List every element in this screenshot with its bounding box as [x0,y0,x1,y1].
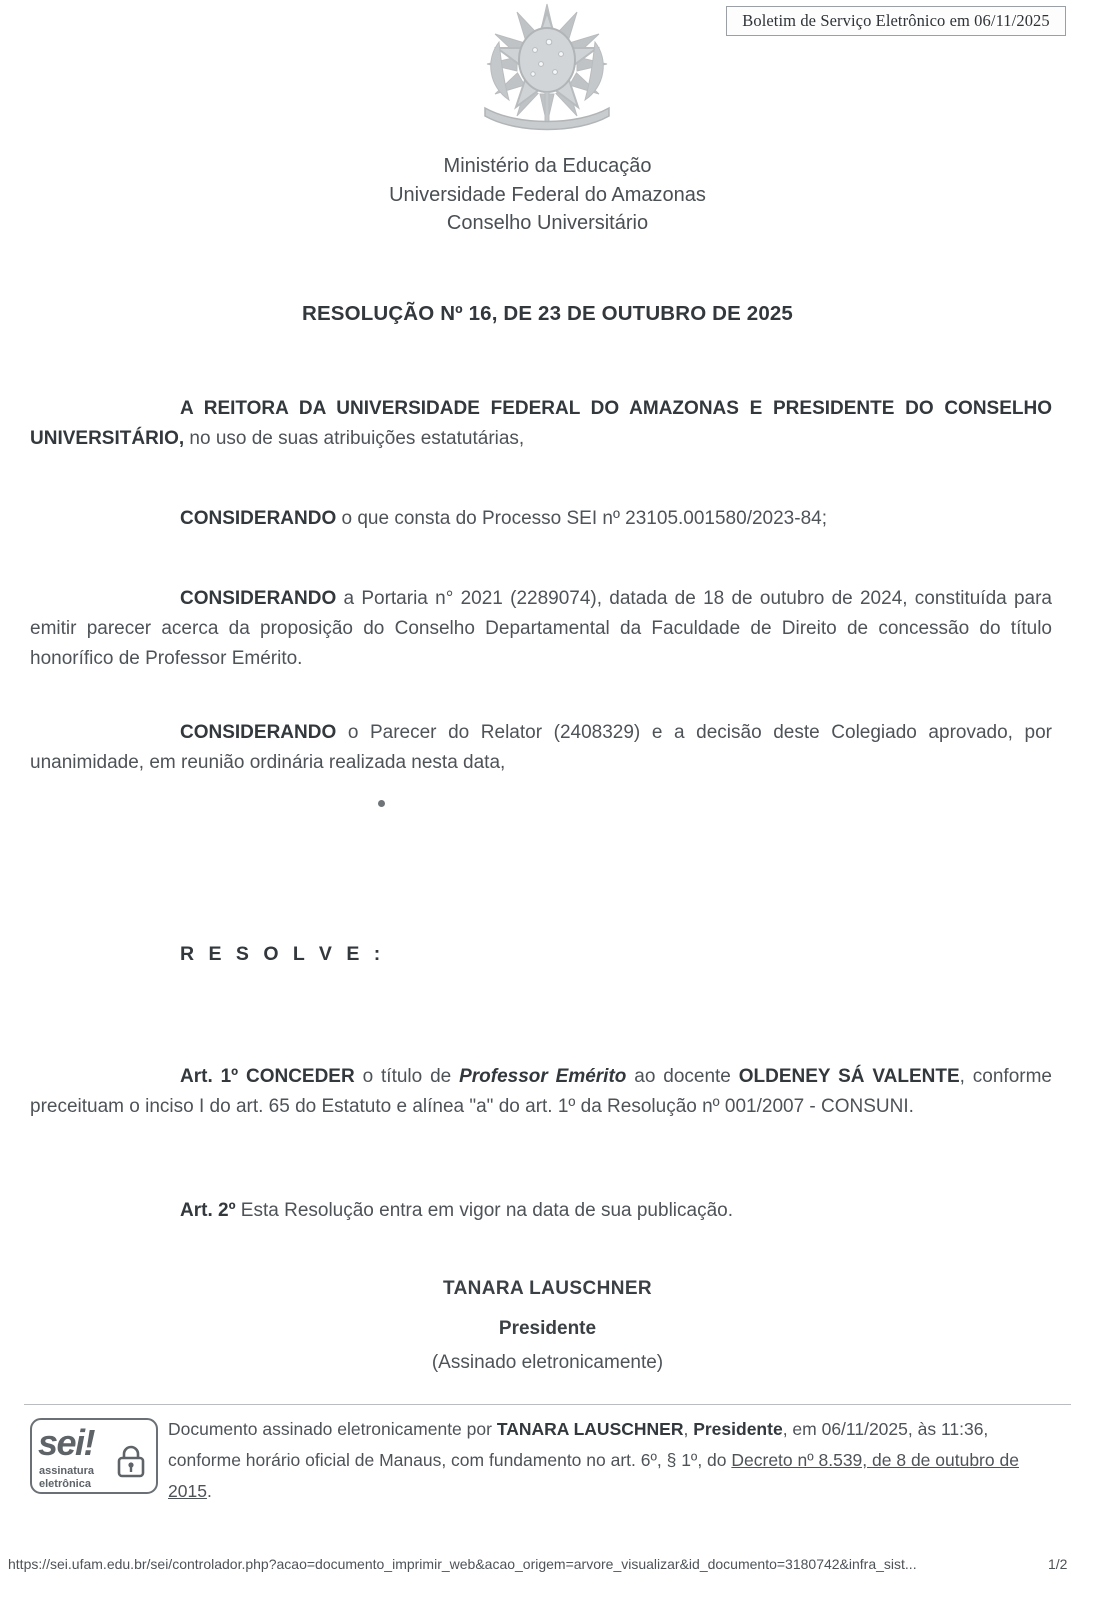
article-1 [30,1062,1052,1122]
lock-icon [116,1444,146,1478]
considerando-paragraph-2 [30,584,1052,674]
article-1-tail: , conforme preceituam o inciso I do art. 65 do Estatuto e alínea "a" do art. 1º da Resolução nº 001/2007 - CONSUNI. [30,1066,1053,1117]
sei-signature-badge [30,1418,158,1494]
considerando-paragraph-3 [30,718,1052,778]
sei-logo-text: sei! [38,1422,95,1463]
university-line: Universidade Federal do Amazonas [389,183,706,206]
sei-logo-subtitle [39,1465,94,1491]
print-footer-page-number: 1/2 [1048,1556,1068,1572]
sei-signature-statement [168,1414,1058,1507]
preamble-rest: no uso de suas atribuições estatutárias, [184,428,525,449]
sei-statement-suffix: . [206,1481,212,1501]
boletim-stamp [726,6,1066,36]
print-footer-url: https://sei.ufam.edu.br/sei/controlador.php?acao=documento_imprimir_web&acao_origem=arvore_visualizar&id_documento=3180742&infra_sist... [8,1556,917,1572]
considerando-text-2: a Portaria n° 2021 (2289074), datada de 18 de outubro de 2024, constituída para emitir parecer acerca da proposição do Conselho Departamental da Faculdade de Direito de concessão do título honorífico de Professor Emérito. [30,588,1052,669]
ministry-line: Ministério da Educação [443,155,652,177]
article-1-mid: o título de [354,1066,460,1087]
article-2-number: Art. 2º [180,1200,236,1221]
considerando-label-3: CONSIDERANDO [180,722,337,743]
article-1-professor-name: OLDENEY SÁ VALENTE [738,1066,960,1087]
organization-header [0,152,1095,238]
decree-link[interactable]: Decreto nº 8.539, de 8 de outubro de 2015 [168,1450,1019,1501]
sei-statement-mid: , em 06/11/2025, às 11:36, conforme horário oficial de Manaus, com fundamento no art. 6º, § 1º, do [168,1419,989,1470]
article-1-verb: CONCEDER [238,1066,355,1087]
article-1-number: Art. 1º [180,1066,239,1087]
article-1-title-italic: Professor Emérito [459,1066,627,1087]
article-2-text: Esta Resolução entra em vigor na data de sua publicação. [235,1200,733,1221]
preamble-paragraph [30,394,1052,454]
considerando-label-2: CONSIDERANDO [180,588,337,609]
signatory-name: TANARA LAUSCHNER [442,1278,653,1299]
sei-statement-comma: , [683,1419,694,1439]
preamble-bold: A REITORA DA UNIVERSIDADE FEDERAL DO AMAZONAS E PRESIDENTE DO CONSELHO UNIVERSITÁRIO, [30,398,1052,449]
signed-electronically-note: (Assinado eletronicamente) [431,1352,664,1373]
resolve-heading: R E S O L V E : [180,943,385,965]
sei-subtitle-line2: eletrônica [39,1478,91,1490]
council-line: Conselho Universitário [446,212,649,234]
brasao-da-republica-icon [462,2,632,142]
boletim-stamp-text: Boletim de Serviço Eletrônico em 06/11/2025 [742,11,1050,30]
article-2 [30,1196,1052,1226]
article-1-mid2: ao docente [626,1066,739,1087]
signatory-role: Presidente [498,1318,597,1339]
considerando-text-1: o que consta do Processo SEI nº 23105.001580/2023-84; [336,508,827,529]
document-title [0,302,1095,326]
document-title-number: RESOLUÇÃO Nº 16, [302,302,498,325]
document-title-date: DE 23 DE OUTUBRO DE 2025 [497,302,793,325]
sei-statement-signer: TANARA LAUSCHNER [496,1419,684,1439]
considerando-text-3: o Parecer do Relator (2408329) e a decisão deste Colegiado aprovado, por unanimidade, em reunião ordinária realizada nesta data, [30,722,1052,773]
sei-statement-prefix: Documento assinado eletronicamente por [168,1419,497,1439]
footer-divider [24,1404,1071,1405]
considerando-paragraph-1 [30,504,1052,534]
sei-subtitle-line1: assinatura [39,1465,95,1477]
sei-statement-role: Presidente [693,1419,783,1439]
considerando-label-1: CONSIDERANDO [180,508,337,529]
bullet-mark [378,800,385,807]
